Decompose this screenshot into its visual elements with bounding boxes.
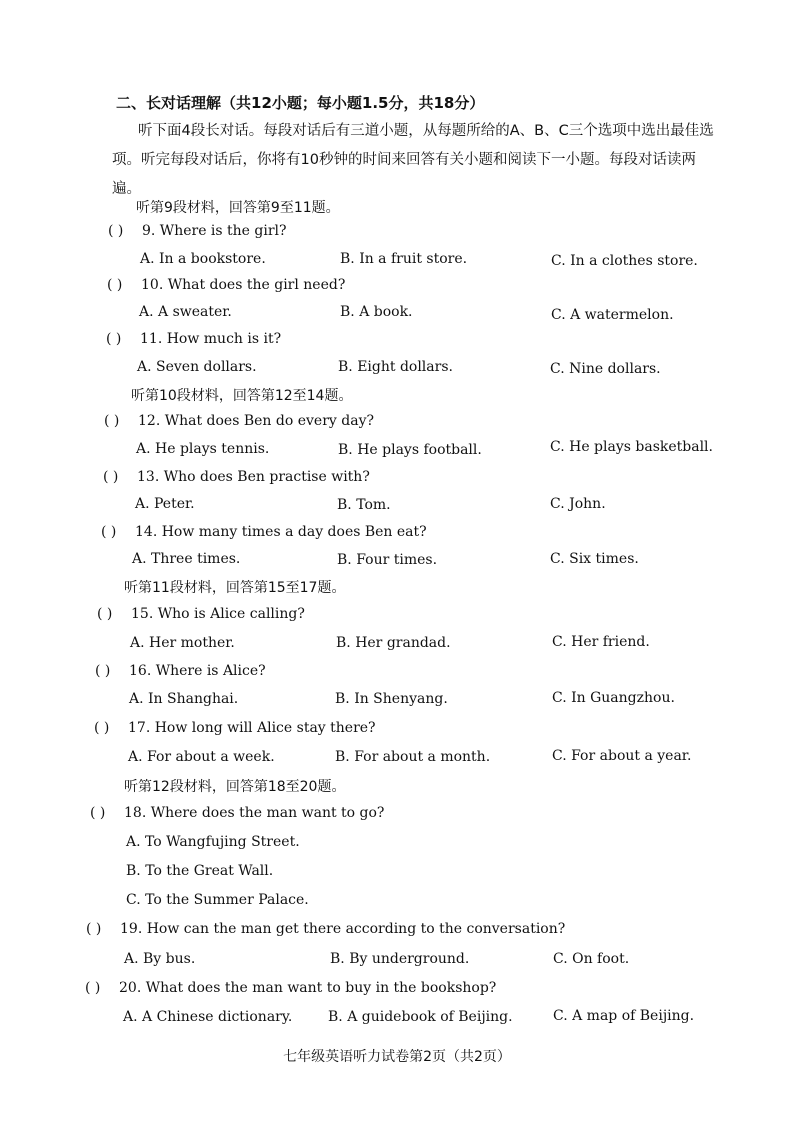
question-20 bbox=[85, 980, 496, 996]
option-a: A. A sweater. bbox=[139, 304, 232, 320]
question-stem: 9. Where is the girl? bbox=[142, 223, 287, 239]
answer-blank[interactable]: ( ) bbox=[101, 524, 117, 540]
question-16 bbox=[95, 663, 266, 679]
question-18 bbox=[90, 805, 384, 821]
option-b: B. A book. bbox=[340, 304, 413, 320]
option-b: B. A guidebook of Beijing. bbox=[328, 1009, 513, 1025]
question-10 bbox=[107, 277, 345, 293]
option-c: C. To the Summer Palace. bbox=[126, 892, 309, 908]
answer-blank[interactable]: ( ) bbox=[90, 805, 106, 821]
answer-blank[interactable]: ( ) bbox=[94, 720, 110, 736]
option-a: A. For about a week. bbox=[128, 749, 275, 765]
option-c: C. For about a year. bbox=[552, 748, 692, 764]
option-a: A. Seven dollars. bbox=[137, 359, 257, 375]
question-19 bbox=[86, 921, 565, 937]
option-b: B. Tom. bbox=[337, 497, 391, 513]
question-9 bbox=[108, 223, 287, 239]
option-c: C. A map of Beijing. bbox=[553, 1008, 695, 1024]
option-a: A. Three times. bbox=[132, 551, 241, 567]
question-stem: 18. Where does the man want to go? bbox=[124, 805, 385, 821]
option-c: C. In Guangzhou. bbox=[552, 690, 675, 706]
answer-blank[interactable]: ( ) bbox=[97, 606, 113, 622]
question-stem: 10. What does the girl need? bbox=[141, 277, 346, 293]
option-c: C. Six times. bbox=[550, 551, 639, 567]
question-stem: 20. What does the man want to buy in the bookshop? bbox=[119, 980, 497, 996]
option-b: B. Four times. bbox=[337, 552, 438, 568]
option-c: C. A watermelon. bbox=[551, 307, 674, 323]
question-stem: 12. What does Ben do every day? bbox=[138, 413, 374, 429]
question-stem: 17. How long will Alice stay there? bbox=[128, 720, 376, 736]
question-14 bbox=[101, 524, 427, 540]
option-c: C. He plays basketball. bbox=[550, 439, 713, 455]
answer-blank[interactable]: ( ) bbox=[95, 663, 111, 679]
answer-blank[interactable]: ( ) bbox=[85, 980, 101, 996]
answer-blank[interactable]: ( ) bbox=[103, 469, 119, 485]
option-b: B. By underground. bbox=[330, 951, 470, 967]
section-instructions: 听下面4段长对话。每段对话后有三道小题，从每题所给的A、B、C三个选项中选出最佳选项。听完每段对话后，你将有10秒钟的时间来回答有关小题和阅读下一小题。每段对话读两遍。 bbox=[112, 123, 714, 197]
group-label: 听第9段材料，回答第9至11题。 bbox=[136, 200, 340, 216]
section-heading: 二、长对话理解（共12小题；每小题1.5分，共18分） bbox=[116, 94, 485, 112]
question-13 bbox=[103, 469, 370, 485]
option-a: A. In a bookstore. bbox=[140, 251, 266, 267]
answer-blank[interactable]: ( ) bbox=[106, 331, 122, 347]
option-b: B. In Shenyang. bbox=[335, 691, 448, 707]
question-11 bbox=[106, 331, 281, 347]
question-17 bbox=[94, 720, 376, 736]
option-a: A. Peter. bbox=[135, 496, 195, 512]
question-stem: 13. Who does Ben practise with? bbox=[137, 469, 370, 485]
answer-blank[interactable]: ( ) bbox=[86, 921, 102, 937]
group-label: 听第10段材料，回答第12至14题。 bbox=[131, 388, 353, 404]
option-a: A. To Wangfujing Street. bbox=[126, 834, 300, 850]
option-c: C. John. bbox=[550, 496, 606, 512]
option-b: B. In a fruit store. bbox=[340, 251, 468, 267]
question-stem: 15. Who is Alice calling? bbox=[131, 606, 305, 622]
option-c: C. In a clothes store. bbox=[551, 253, 698, 269]
question-15 bbox=[97, 606, 305, 622]
group-label: 听第12段材料，回答第18至20题。 bbox=[124, 779, 346, 795]
option-c: C. Nine dollars. bbox=[550, 361, 661, 377]
option-a: A. Her mother. bbox=[130, 635, 235, 651]
option-b: B. To the Great Wall. bbox=[126, 863, 274, 879]
option-a: A. By bus. bbox=[124, 951, 196, 967]
option-a: A. In Shanghai. bbox=[129, 691, 239, 707]
option-a: A. A Chinese dictionary. bbox=[123, 1009, 293, 1025]
option-b: B. Her grandad. bbox=[336, 635, 451, 651]
option-b: B. For about a month. bbox=[335, 749, 491, 765]
answer-blank[interactable]: ( ) bbox=[108, 223, 124, 239]
option-a: A. He plays tennis. bbox=[136, 441, 270, 457]
option-b: B. He plays football. bbox=[338, 442, 482, 458]
question-stem: 16. Where is Alice? bbox=[129, 663, 266, 679]
group-label: 听第11段材料，回答第15至17题。 bbox=[124, 580, 346, 596]
question-stem: 19. How can the man get there according to the conversation? bbox=[120, 921, 566, 937]
answer-blank[interactable]: ( ) bbox=[104, 413, 120, 429]
answer-blank[interactable]: ( ) bbox=[107, 277, 123, 293]
question-12 bbox=[104, 413, 374, 429]
question-stem: 14. How many times a day does Ben eat? bbox=[135, 524, 427, 540]
question-stem: 11. How much is it? bbox=[140, 331, 282, 347]
option-c: C. On foot. bbox=[553, 951, 630, 967]
page-footer: 七年级英语听力试卷第2页（共2页） bbox=[283, 1049, 511, 1065]
option-b: B. Eight dollars. bbox=[338, 359, 453, 375]
option-c: C. Her friend. bbox=[552, 634, 650, 650]
